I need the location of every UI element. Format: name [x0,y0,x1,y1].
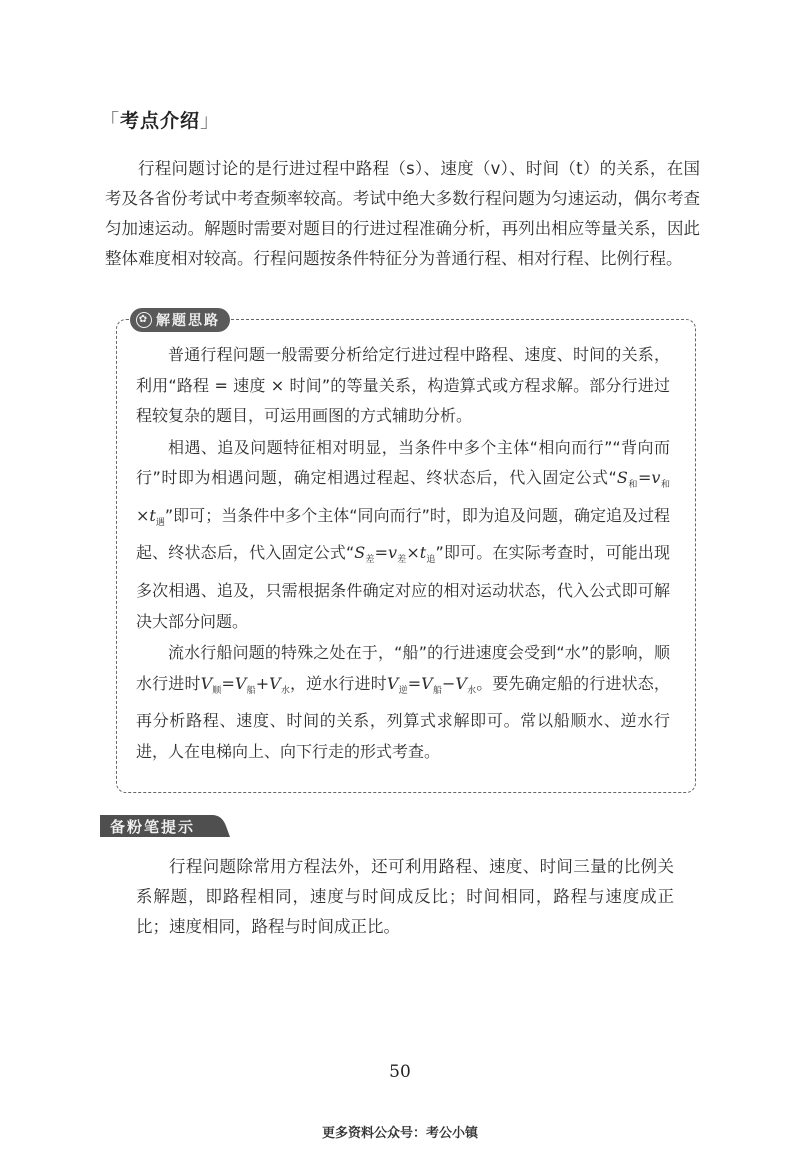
solution-thinking-content [136,340,670,768]
formula-downstream: $V_顺=V_船+V_水$ [200,673,290,696]
bracket-left: 「 [100,110,121,132]
tips-text: 行程问题除常用方程法外，还可利用路程、速度、时间三量的比例关系解题，即路程相同，速度与时间成反比；时间相同，路程与速度成正比；速度相同，路程与时间成正比。 [136,857,674,936]
solution-thinking-label: 解题思路 [156,313,220,329]
thinking-p3-part-c: 。要先确定船的行进状态，再分析路程、速度、时间的关系，列算式求解即可。常以船顺水、逆水行进，人在电梯向上、向下行走的形式考查。 [136,673,670,761]
thinking-paragraph-3 [136,638,670,767]
thinking-p3-part-b: ，逆水行进时 [289,673,387,693]
page-number: 50 [389,1062,411,1082]
bracket-right: 」 [200,110,221,132]
section-title: 考点介绍 [120,110,201,132]
solution-thinking-tag [130,308,230,332]
thinking-p3-part-a: 流水行船问题的特殊之处在于，“船”的行进速度会受到“水”的影响，顺水行进时 [136,643,670,693]
footer-note: 更多资料公众号：考公小镇 [321,1126,478,1141]
tips-tag [100,813,230,839]
intro-text: 行程问题讨论的是行进过程中路程（s）、速度（v）、时间（t）的关系，在国考及各省份考试中考查频率较高。考试中绝大多数行程问题为匀速运动，偶尔考查匀加速运动。解题时需要对题目的行进过程准确分析，再列出相应等量关系，因此整体难度相对较高。行程问题按条件特征分为普通行程、相对行程、比例行程。 [105,159,700,268]
tips-label: 备粉笔提示 [110,818,196,836]
solution-thinking-icon: ✿ [136,312,152,328]
thinking-paragraph-2 [136,433,670,638]
formula-meeting: $S_和=v_和\times t_遇$ [136,468,670,528]
thinking-p2-part-b: ”即可；当条件中多个主体“同向而行”时，即为追及问题，确定追及过程起、终状态后，代入固定公式“ [136,505,670,563]
formula-chasing: $S_差=v_差\times t_追$ [354,543,436,566]
tips-paragraph [136,852,674,942]
thinking-p2-part-a: 相遇、追及问题特征相对明显，当条件中多个主体“相向而行”“背向而行”时即为相遇问题，确定相遇过程起、终状态后，代入固定公式“ [136,437,670,487]
thinking-p2-part-c: ”即可。在实际考查时，可能出现多次相遇、追及，只需根据条件确定对应的相对运动状态，代入公式即可解决大部分问题。 [136,543,670,631]
formula-upstream: $V_逆=V_船-V_水$ [386,673,477,696]
section-header [100,106,220,133]
intro-paragraph [105,154,700,274]
thinking-paragraph-1: 普通行程问题一般需要分析给定行进过程中路程、速度、时间的关系，利用“路程 = 速度 × 时间”的等量关系，构造算式或方程求解。部分行进过程较复杂的题目，可运用画图的方式辅助分析。 [136,345,670,425]
